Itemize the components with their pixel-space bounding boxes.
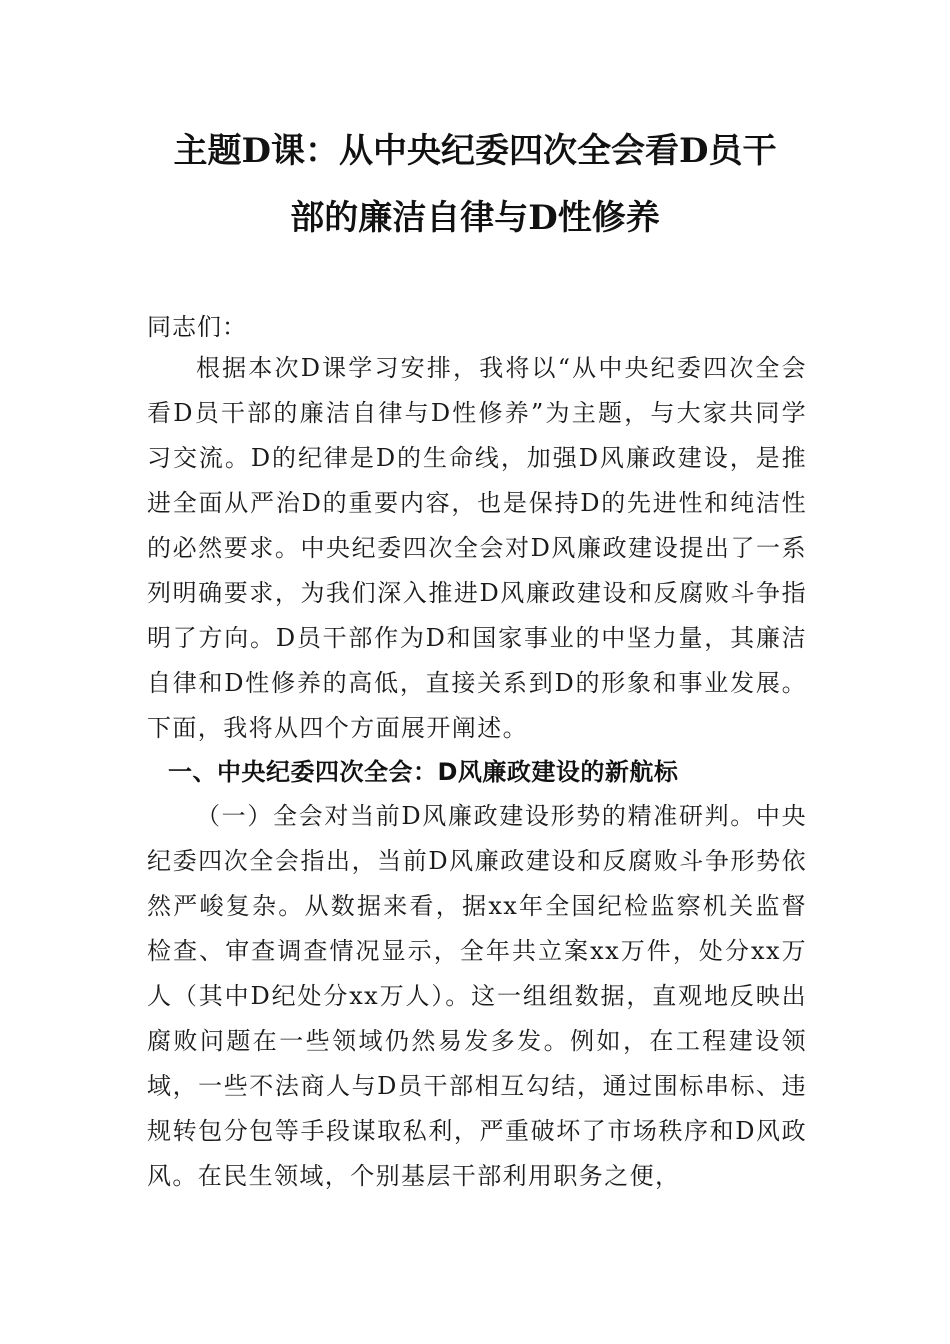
document-title-line-2: 部的廉洁自律与D性修养 bbox=[290, 198, 660, 238]
document-title-line-1: 主题D课：从中央纪委四次全会看D员干 bbox=[173, 131, 777, 171]
body-paragraph-1: （一）全会对当前D风廉政建设形势的精准研判。中央纪委四次全会指出，当前D风廉政建设和反腐败斗争形势依然严峻复杂。从数据来看，据xx年全国纪检监察机关监督检查、审查调查情况显示，全年共立案xx万件，处分xx万人（其中D纪处分xx万人）。这一组组数据，直观地反映出腐败问题在一些领域仍然易发多发。例如，在工程建设领域，一些不法商人与D员干部相互勾结，通过围标串标、违规转包分包等手段谋取私利，严重破坏了市场秩序和D风政风。在民生领域，个别基层干部利用职务之便， bbox=[147, 802, 807, 1190]
section-heading-1: 一、中央纪委四次全会：D风廉政建设的新航标 bbox=[168, 758, 679, 786]
intro-paragraph: 根据本次D课学习安排，我将以“从中央纪委四次全会看D员干部的廉洁自律与D性修养”为主题，与大家共同学习交流。D的纪律是D的生命线，加强D风廉政建设，是推进全面从严治D的重要内容，也是保持D的先进性和纯洁性的必然要求。中央纪委四次全会对D风廉政建设提出了一系列明确要求，为我们深入推进D风廉政建设和反腐败斗争指明了方向。D员干部作为D和国家事业的中坚力量，其廉洁自律和D性修养的高低，直接关系到D的形象和事业发展。下面，我将从四个方面展开阐述。 bbox=[147, 354, 807, 742]
salutation: 同志们： bbox=[147, 313, 247, 341]
